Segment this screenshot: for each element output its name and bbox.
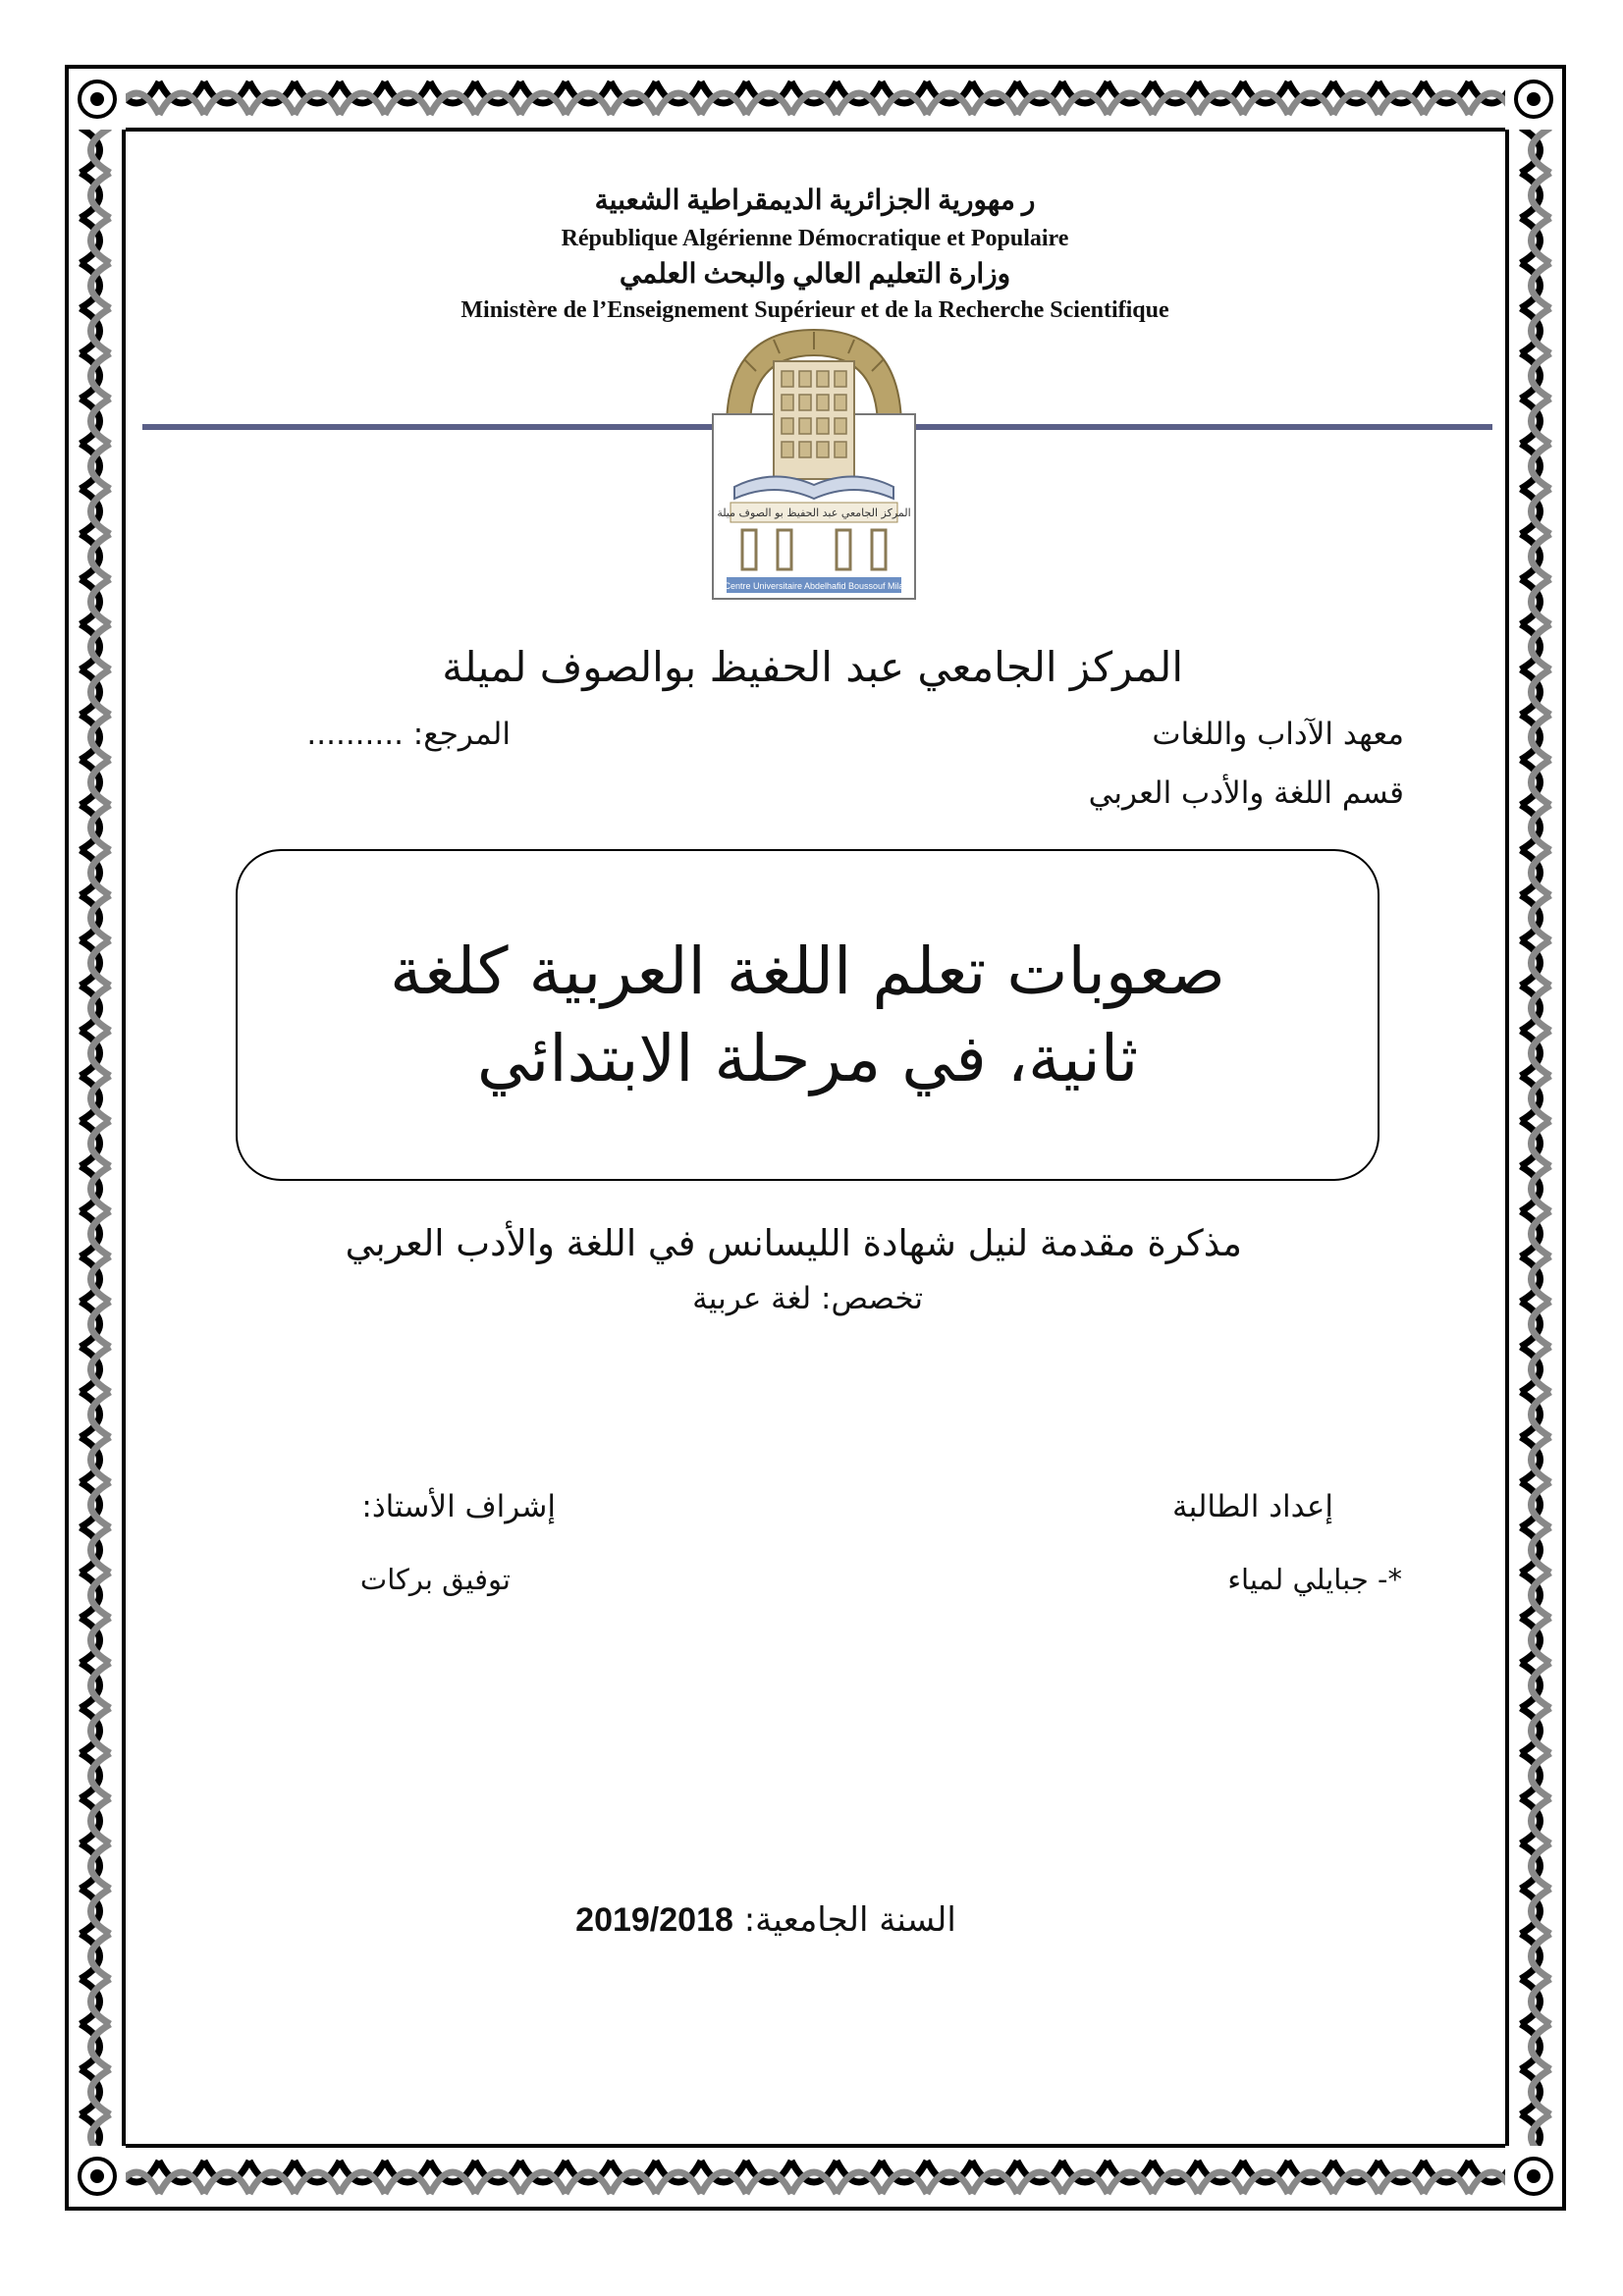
border-left-braid <box>69 128 122 2148</box>
thesis-title <box>293 928 1324 1102</box>
thesis-title-line1: صعوبات تعلم اللغة العربية كلغة <box>390 933 1225 1009</box>
thesis-title-line2: ثانية، في مرحلة الابتدائي <box>476 1021 1139 1096</box>
professor-name: توفيق بركات <box>359 1563 511 1596</box>
logo-latin-caption: Centre Universitaire Abdelhafid Boussouf Mila <box>724 581 904 591</box>
border-right-braid <box>1509 128 1562 2148</box>
header-arabic-line2: ﻭﺯﺍﺭﺓ ﺍﻟﺘﻌﻠﻴﻢ ﺍﻟﻌﺎﻟﻲ ﻭﺍﻟﺒﺤﺚ ﺍﻟﻌﻠﻤﻲ <box>619 259 1011 290</box>
department-name: قسم اللغة والأدب العربي <box>1088 775 1404 811</box>
university-name: المركز الجامعي عبد الحفيظ بوالصوف لميلة <box>442 643 1183 691</box>
preparation-label: إعداد الطالبة <box>1171 1489 1333 1524</box>
specialty: تخصص: لغة عربية <box>692 1281 923 1316</box>
corner-ornament-icon <box>69 2146 126 2207</box>
border-bottom-braid <box>69 2148 1562 2207</box>
academic-year-label: السنة الجامعية: <box>743 1900 956 1940</box>
header-french-line2: Ministère de l’Enseignement Supérieur et de la Recherche Scientifique <box>460 297 1169 323</box>
title-box <box>236 849 1380 1181</box>
corner-ornament-icon <box>1505 2146 1562 2207</box>
reference-field: المرجع: .......... <box>306 717 511 752</box>
institute-name: معهد الآداب واللغات <box>1152 717 1404 752</box>
academic-year <box>530 1900 1001 1940</box>
border-top-braid <box>69 69 1562 128</box>
supervision-label: إشراف الأستاذ: <box>361 1489 556 1524</box>
corner-ornament-icon <box>69 69 126 130</box>
university-logo <box>705 320 923 605</box>
memo-description: مذكرة مقدمة لنيل شهادة الليسانس في اللغة والأدب العربي <box>345 1222 1242 1264</box>
student-name: *- جبايلي لمياء <box>1227 1563 1402 1596</box>
logo-arabic-caption: المركز الجامعي عبد الحفيظ بو الصوف ميلة <box>717 507 911 519</box>
corner-ornament-icon <box>1505 69 1562 130</box>
header-arabic-line1: ﺭ ﻣﻬﻮﺭﻳﺔ ﺍﻟﺠﺰﺍﺋﺮﻳﺔ ﺍﻟﺪﻳﻤﻘﺮﺍﻃﻴﺔ ﺍﻟﺸﻌﺒﻴﺔ <box>594 186 1036 216</box>
academic-year-value: 2019/2018 <box>575 1901 733 1939</box>
header-french-line1: République Algérienne Démocratique et Populaire <box>561 226 1069 251</box>
